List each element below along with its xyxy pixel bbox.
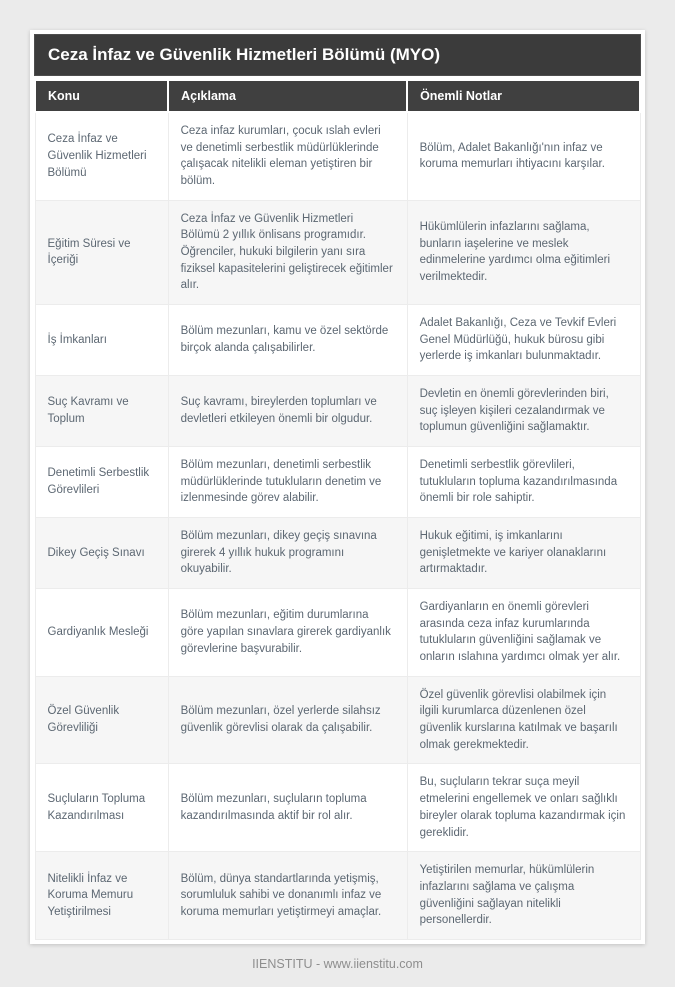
table-row <box>35 200 640 304</box>
info-table <box>34 79 641 940</box>
notes-cell: Özel güvenlik görevlisi olabilmek için ilgili kurumlarca düzenlenen özel güvenlik kurslarına katılmak ve başarılı olmak gerekmektedir. <box>407 676 640 764</box>
topic-cell: Eğitim Süresi ve İçeriği <box>35 200 168 304</box>
topic-cell: Suç Kavramı ve Toplum <box>35 376 168 447</box>
notes-cell: Adalet Bakanlığı, Ceza ve Tevkif Evleri Genel Müdürlüğü, hukuk bürosu gibi yerlerde iş imkanları bulunmaktadır. <box>407 305 640 376</box>
table-row <box>35 764 640 852</box>
notes-cell: Denetimli serbestlik görevlileri, tutukluların topluma kazandırılmasında önemli bir role sahiptir. <box>407 447 640 518</box>
table-row <box>35 305 640 376</box>
table-body <box>35 112 640 939</box>
table-row <box>35 852 640 940</box>
description-cell: Bölüm mezunları, özel yerlerde silahsız güvenlik görevlisi olarak da çalışabilir. <box>168 676 407 764</box>
topic-cell: Suçluların Topluma Kazandırılması <box>35 764 168 852</box>
description-cell: Bölüm mezunları, kamu ve özel sektörde birçok alanda çalışabilirler. <box>168 305 407 376</box>
topic-cell: Nitelikli İnfaz ve Koruma Memuru Yetiştirilmesi <box>35 852 168 940</box>
topic-cell: Denetimli Serbestlik Görevlileri <box>35 447 168 518</box>
column-header-aciklama: Açıklama <box>168 80 407 112</box>
topic-cell: Özel Güvenlik Görevliliği <box>35 676 168 764</box>
notes-cell: Bölüm, Adalet Bakanlığı'nın infaz ve koruma memurları ihtiyacını karşılar. <box>407 112 640 200</box>
description-cell: Bölüm mezunları, denetimli serbestlik müdürlüklerinde tutukluların denetim ve izlenmesinde görev alabilir. <box>168 447 407 518</box>
notes-cell: Yetiştirilen memurlar, hükümlülerin infazlarını sağlama ve çalışma güvenliğini sağlayan nitelikli personellerdir. <box>407 852 640 940</box>
card-title: Ceza İnfaz ve Güvenlik Hizmetleri Bölümü (MYO) <box>34 34 641 76</box>
description-cell: Bölüm, dünya standartlarında yetişmiş, sorumluluk sahibi ve donanımlı infaz ve koruma memurları yetiştirmeyi amaçlar. <box>168 852 407 940</box>
description-cell: Bölüm mezunları, suçluların topluma kazandırılmasında aktif bir rol alır. <box>168 764 407 852</box>
info-card <box>30 30 645 944</box>
topic-cell: Gardiyanlık Mesleği <box>35 589 168 677</box>
column-header-konu: Konu <box>35 80 168 112</box>
table-row <box>35 447 640 518</box>
table-row <box>35 518 640 589</box>
page <box>0 30 675 987</box>
column-header-onemli-notlar: Önemli Notlar <box>407 80 640 112</box>
topic-cell: Dikey Geçiş Sınavı <box>35 518 168 589</box>
description-cell: Suç kavramı, bireylerden toplumları ve devletleri etkileyen önemli bir olgudur. <box>168 376 407 447</box>
topic-cell: Ceza İnfaz ve Güvenlik Hizmetleri Bölümü <box>35 112 168 200</box>
description-cell: Bölüm mezunları, dikey geçiş sınavına girerek 4 yıllık hukuk programını okuyabilir. <box>168 518 407 589</box>
notes-cell: Gardiyanların en önemli görevleri arasında ceza infaz kurumlarında tutukluların güvenliğini sağlamak ve onların ıslahına yardımcı olmak yer alır. <box>407 589 640 677</box>
notes-cell: Hükümlülerin infazlarını sağlama, bunların iaşelerine ve meslek edinmelerine yardımcı olma eğitimleri verilmektedir. <box>407 200 640 304</box>
footer-credit: IIENSTITU - www.iienstitu.com <box>252 956 423 971</box>
notes-cell: Hukuk eğitimi, iş imkanlarını genişletmekte ve kariyer olanaklarını artırmaktadır. <box>407 518 640 589</box>
description-cell: Ceza İnfaz ve Güvenlik Hizmetleri Bölümü 2 yıllık önlisans programıdır. Öğrenciler, hukuki bilgilerin yanı sıra fiziksel kapasitelerini geliştirecek eğitimler alır. <box>168 200 407 304</box>
topic-cell: İş İmkanları <box>35 305 168 376</box>
table-header <box>35 80 640 112</box>
table-row <box>35 376 640 447</box>
notes-cell: Bu, suçluların tekrar suça meyil etmelerini engellemek ve onları sağlıklı bireyler olarak topluma kazandırmak için gereklidir. <box>407 764 640 852</box>
notes-cell: Devletin en önemli görevlerinden biri, suç işleyen kişileri cezalandırmak ve toplumun güvenliğini sağlamaktır. <box>407 376 640 447</box>
description-cell: Ceza infaz kurumları, çocuk ıslah evleri ve denetimli serbestlik müdürlüklerinde çalışacak nitelikli eleman yetiştiren bir bölüm. <box>168 112 407 200</box>
table-row <box>35 589 640 677</box>
header-row <box>35 80 640 112</box>
table-row <box>35 676 640 764</box>
table-row <box>35 112 640 200</box>
description-cell: Bölüm mezunları, eğitim durumlarına göre yapılan sınavlara girerek gardiyanlık görevlerine başvurabilir. <box>168 589 407 677</box>
